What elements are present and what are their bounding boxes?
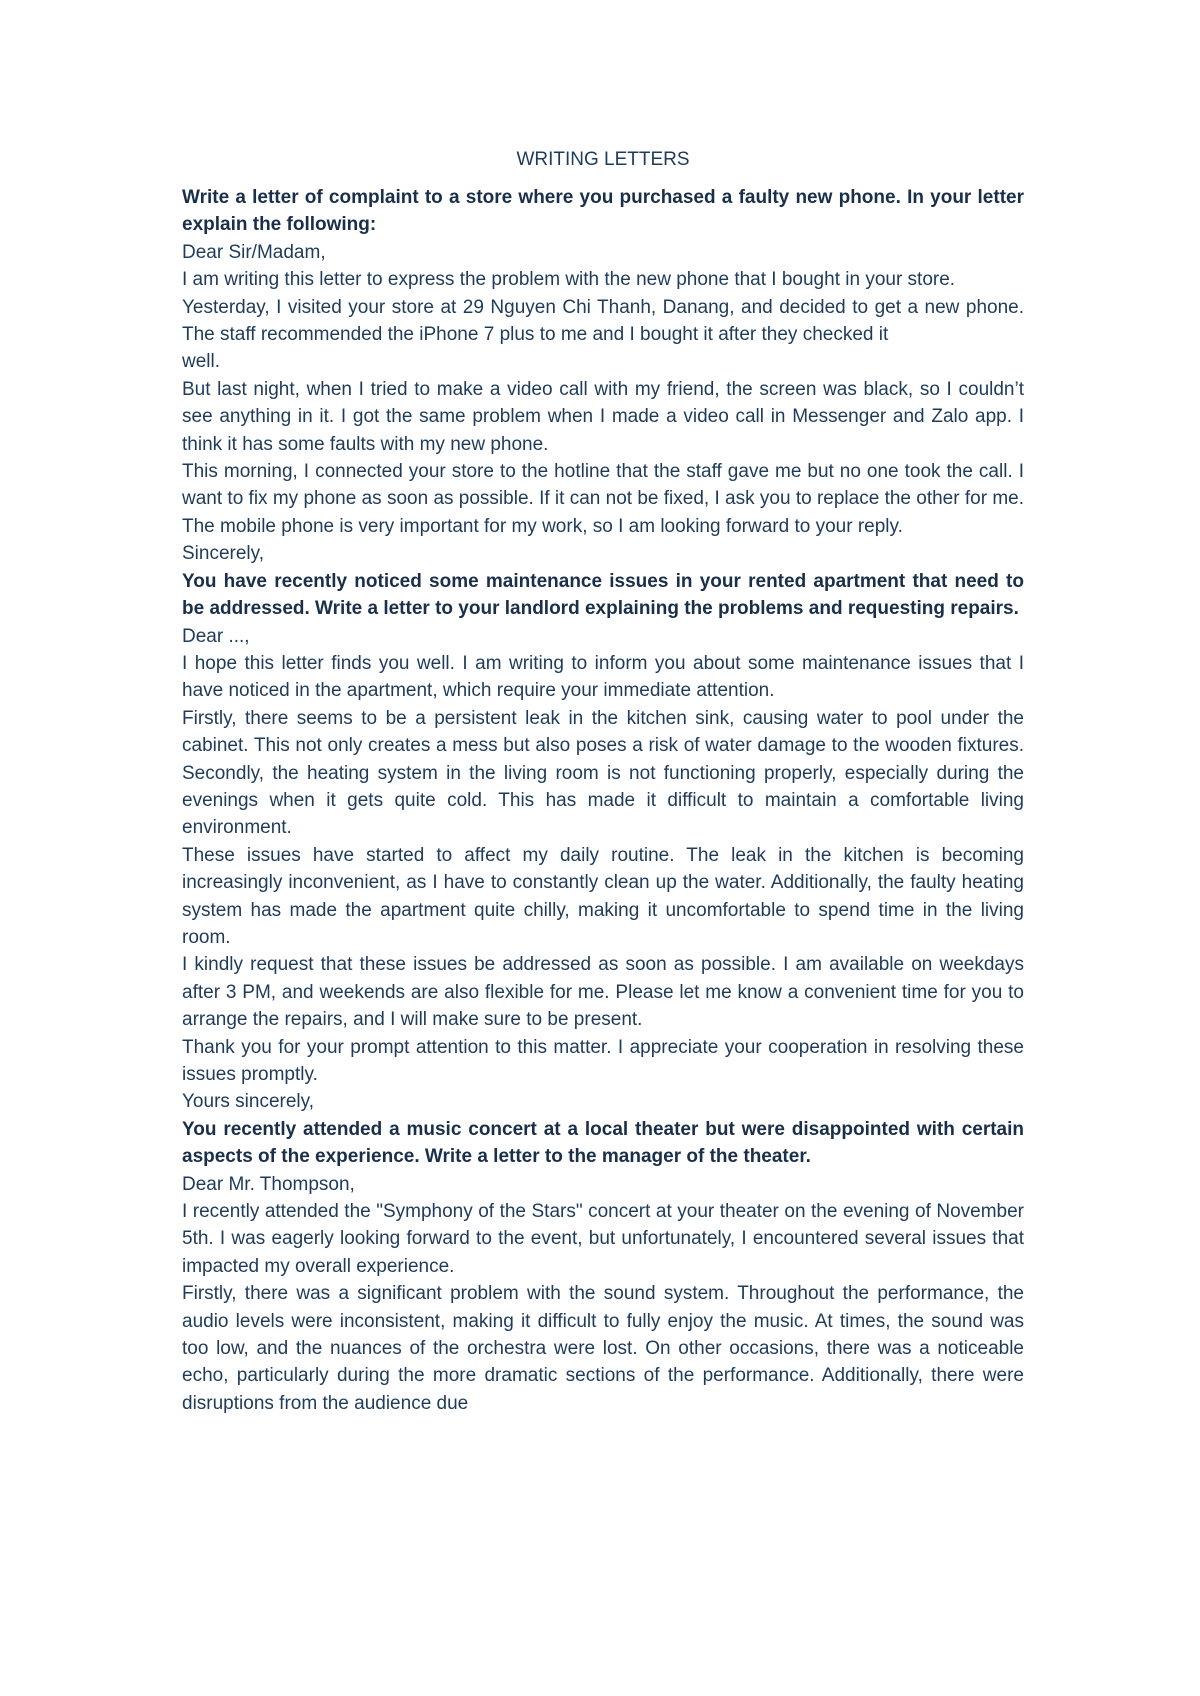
section-apartment-maintenance: [182, 568, 1024, 1116]
document-body: [182, 148, 1024, 1417]
letter-paragraph: But last night, when I tried to make a video call with my friend, the screen was black, so I couldn’t see anything in it. I got the same problem when I made a video call in Messenger and Zalo app. I think it has some faults with my new phone.: [182, 378, 1024, 455]
letter-paragraph: Firstly, there seems to be a persistent leak in the kitchen sink, causing water to pool under the cabinet. This not only creates a mess but also poses a risk of water damage to the wooden fixtures. Secondly, the heating system in the living room is not functioning properly, especially during the evenings when it gets quite cold. This has made it difficult to maintain a comfortable living environment.: [182, 707, 1024, 839]
letter-closing: Sincerely,: [182, 543, 265, 565]
letter-paragraph: I kindly request that these issues be addressed as soon as possible. I am available on weekdays after 3 PM, and weekends are also flexible for me. Please let me know a convenient time for you to arrange the repairs, and I will make sure to be present.: [182, 954, 1024, 1031]
letter-closing: Yours sincerely,: [182, 1091, 315, 1113]
letter-paragraph: This morning, I connected your store to the hotline that the staff gave me but no one took the call. I want to fix my phone as soon as possible. If it can not be fixed, I ask you to replace the other for me. The mobile phone is very important for my work, so I am looking forward to your reply.: [182, 461, 1024, 537]
letter-salutation: Dear Mr. Thompson,: [182, 1173, 355, 1195]
section-prompt: Write a letter of complaint to a store where you purchased a faulty new phone. In your letter explain the following:: [182, 187, 1024, 236]
letter-paragraph: Thank you for your prompt attention to this matter. I appreciate your cooperation in resolving these issues promptly.: [182, 1036, 1024, 1085]
section-prompt: You recently attended a music concert at a local theater but were disappointed with certain aspects of the experience. Write a letter to the manager of the theater.: [182, 1118, 1024, 1168]
page-title: WRITING LETTERS: [516, 149, 690, 170]
section-prompt: You have recently noticed some maintenance issues in your rented apartment that need to be addressed. Write a letter to your landlord explaining the problems and requesting repairs.: [182, 570, 1024, 620]
letter-paragraph: I recently attended the "Symphony of the Stars" concert at your theater on the evening of November 5th. I was eagerly looking forward to the event, but unfortunately, I encountered several issues that impacted my overall experience.: [182, 1201, 1024, 1277]
letter-paragraph: I hope this letter finds you well. I am writing to inform you about some maintenance issues that I have noticed in the apartment, which require your immediate attention.: [182, 652, 1024, 702]
letter-paragraph: I am writing this letter to express the problem with the new phone that I bought in your store.: [182, 269, 956, 291]
letter-paragraph: well.: [182, 351, 221, 373]
letter-salutation: Dear ...,: [182, 625, 250, 647]
letter-paragraph: Yesterday, I visited your store at 29 Nguyen Chi Thanh, Danang, and decided to get a new phone. The staff recommended the iPhone 7 plus to me and I bought it after they checked it: [182, 296, 1024, 346]
section-phone-complaint: [182, 184, 1024, 568]
section-concert-complaint: [182, 1116, 1024, 1417]
letter-salutation: Dear Sir/Madam,: [182, 241, 326, 263]
letter-paragraph: Firstly, there was a significant problem with the sound system. Throughout the performance, the audio levels were inconsistent, making it difficult to fully enjoy the music. At times, the sound was too low, and the nuances of the orchestra were lost. On other occasions, there was a noticeable echo, particularly during the more dramatic sections of the performance. Additionally, there were disruptions from the audience due: [182, 1283, 1024, 1414]
letter-paragraph: These issues have started to affect my daily routine. The leak in the kitchen is becoming increasingly inconvenient, as I have to constantly clean up the water. Additionally, the faulty heating system has made the apartment quite chilly, making it uncomfortable to spend time in the living room.: [182, 844, 1024, 948]
